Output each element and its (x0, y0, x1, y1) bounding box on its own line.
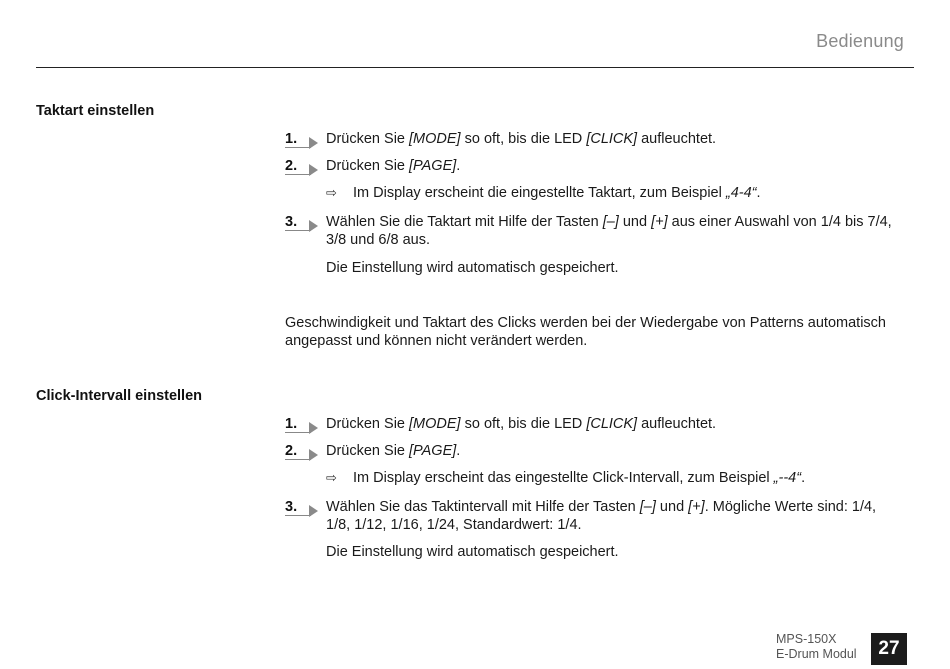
step-number-label: 2. (285, 443, 298, 459)
section-heading-click-intervall: Click-Intervall einstellen (36, 388, 203, 404)
step-number (285, 442, 321, 462)
step-text: Drücken Sie [PAGE]. (326, 443, 461, 459)
saved-note-taktart: Die Einstellung wird automatisch gespeichert. (326, 260, 619, 276)
step-number (285, 157, 321, 177)
step-underline (285, 459, 311, 460)
step-number-label: 3. (285, 499, 298, 515)
step-underline (285, 147, 311, 148)
led-click: [CLICK] (586, 416, 638, 432)
step-number-label: 2. (285, 158, 298, 174)
page-number: 27 (871, 633, 907, 665)
section-heading-taktart: Taktart einstellen (36, 103, 155, 119)
step-number-label: 1. (285, 416, 298, 432)
step-number-label: 3. (285, 214, 298, 230)
key-page: [PAGE] (409, 158, 457, 174)
step-arrow-icon (309, 164, 318, 176)
step-text: Wählen Sie die Taktart mit Hilfe der Tasten [–] und [+] aus einer Auswahl von 1/4 bis 7/4, 3/8 und 6/8 aus. (326, 214, 892, 248)
result-arrow-icon: ⇨ (326, 470, 337, 485)
key-mode: [MODE] (409, 416, 461, 432)
step-arrow-icon (309, 220, 318, 232)
saved-note-click: Die Einstellung wird automatisch gespeichert. (326, 544, 619, 560)
step-underline (285, 230, 311, 231)
step-text: Drücken Sie [MODE] so oft, bis die LED [CLICK] aufleuchtet. (326, 416, 717, 432)
step-text: Wählen Sie das Taktintervall mit Hilfe der Tasten [–] und [+]. Mögliche Werte sind: 1/4, 1/8, 1/12, 1/16, 1/24, Standardwert: 1/4. (326, 499, 877, 533)
step-number (285, 130, 321, 150)
key-page: [PAGE] (409, 443, 457, 459)
led-click: [CLICK] (586, 131, 638, 147)
step-number (285, 498, 321, 518)
key-plus: [+] (688, 499, 705, 515)
step-arrow-icon (309, 505, 318, 517)
footer-product-name: E-Drum Modul (776, 647, 857, 661)
step-underline (285, 174, 311, 175)
step-arrow-icon (309, 137, 318, 149)
result-text: Im Display erscheint die eingestellte Taktart, zum Beispiel „4-4“. (353, 185, 761, 201)
info-paragraph: Geschwindigkeit und Taktart des Clicks werden bei der Wiedergabe von Patterns automatisch angepasst und können nicht verändert werden. (285, 315, 886, 349)
key-mode: [MODE] (409, 131, 461, 147)
footer-model-name: MPS-150X (776, 632, 837, 646)
page-header-title: Bedienung (816, 31, 904, 51)
header-divider (36, 67, 914, 68)
result-text: Im Display erscheint das eingestellte Click-Intervall, zum Beispiel „--4“. (353, 470, 806, 486)
step-text: Drücken Sie [MODE] so oft, bis die LED [CLICK] aufleuchtet. (326, 131, 717, 147)
key-plus: [+] (651, 214, 668, 230)
step-number (285, 213, 321, 233)
step-number-label: 1. (285, 131, 298, 147)
step-number (285, 415, 321, 435)
step-underline (285, 515, 311, 516)
step-underline (285, 432, 311, 433)
key-minus: [–] (639, 499, 656, 515)
footer-model-info (776, 632, 857, 662)
step-arrow-icon (309, 449, 318, 461)
result-arrow-icon: ⇨ (326, 185, 337, 200)
step-arrow-icon (309, 422, 318, 434)
key-minus: [–] (602, 214, 619, 230)
step-text: Drücken Sie [PAGE]. (326, 158, 461, 174)
